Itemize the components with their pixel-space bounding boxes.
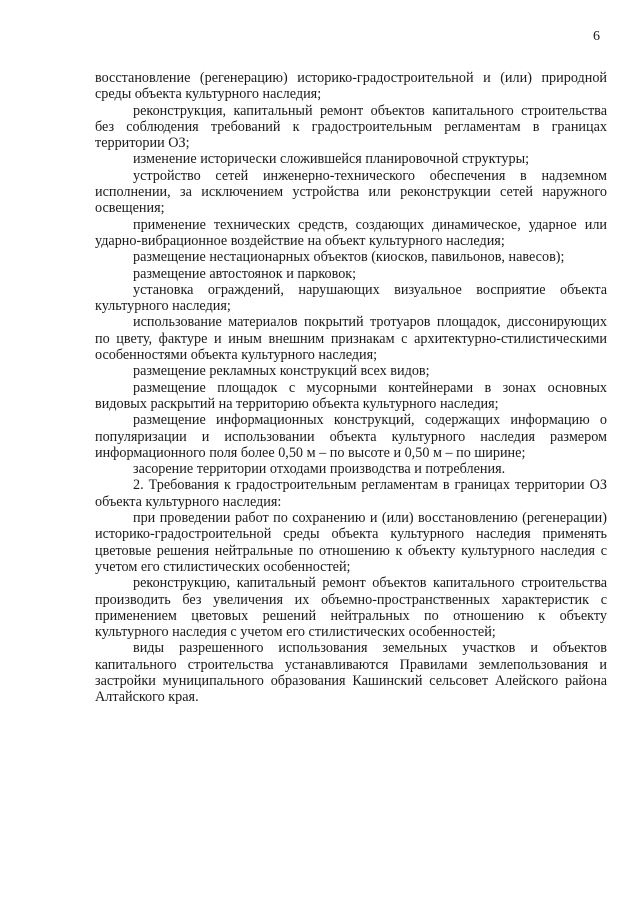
paragraph: использование материалов покрытий тротуаров площадок, диссонирующих по цвету, фактуре и иным внешним признакам с архитектурно-стилистическими особенностями объекта культурного наследия; [95,314,607,364]
paragraph: устройство сетей инженерно-технического обеспечения в надземном исполнении, за исключением устройства или реконструкции сетей наружного освещения; [95,167,607,217]
paragraph: восстановление (регенерацию) историко-градостроительной и (или) природной среды объекта культурного наследия; [95,70,607,103]
paragraph: при проведении работ по сохранению и (или) восстановлению (регенерации) историко-градостроительной среды объекта культурного наследия применять цветовые решения нейтральные по отношению к объекту культурного наследия с учетом его стилистических особенностей; [95,510,607,575]
document-body [95,70,607,706]
paragraph: изменение исторически сложившейся планировочной структуры; [133,151,530,168]
paragraph: размещение площадок с мусорными контейнерами в зонах основных видовых раскрытий на территорию объекта культурного наследия; [95,379,607,412]
paragraph: применение технических средств, создающих динамическое, ударное или ударно-вибрационное воздействие на объект культурного наследия; [95,216,607,249]
paragraph: размещение информационных конструкций, содержащих информацию о популяризации и использовании объекта культурного наследия размером информационного поля более 0,50 м – по высоте и 0,50 м – по ширине; [95,412,607,461]
paragraph: размещение нестационарных объектов (киосков, павильонов, навесов); [133,249,565,266]
page-number: 6 [593,29,600,44]
paragraph: засорение территории отходами производства и потребления. [133,461,506,478]
paragraph: размещение автостоянок и парковок; [133,265,357,282]
paragraph: реконструкцию, капитальный ремонт объектов капитального строительства производить без увеличения их объемно-пространственных характеристик с применением цветовых решений нейтральных по отношению к объекту культурного наследия с учетом его стилистических особенностей; [95,575,607,641]
section-heading: 2. Требования к градостроительным регламентам в границах территории ОЗ объекта культурного наследия: [95,477,607,510]
paragraph: размещение рекламных конструкций всех видов; [133,363,430,380]
paragraph: реконструкция, капитальный ремонт объектов капитального строительства без соблюдения требований к градостроительным регламентам в границах территории ОЗ; [95,102,607,152]
paragraph: установка ограждений, нарушающих визуальное восприятие объекта культурного наследия; [95,281,607,315]
paragraph: виды разрешенного использования земельных участков и объектов капитального строительства устанавливаются Правилами землепользования и застройки муниципального образования Кашинский сельсовет Алейского района Алтайского края. [95,640,607,706]
